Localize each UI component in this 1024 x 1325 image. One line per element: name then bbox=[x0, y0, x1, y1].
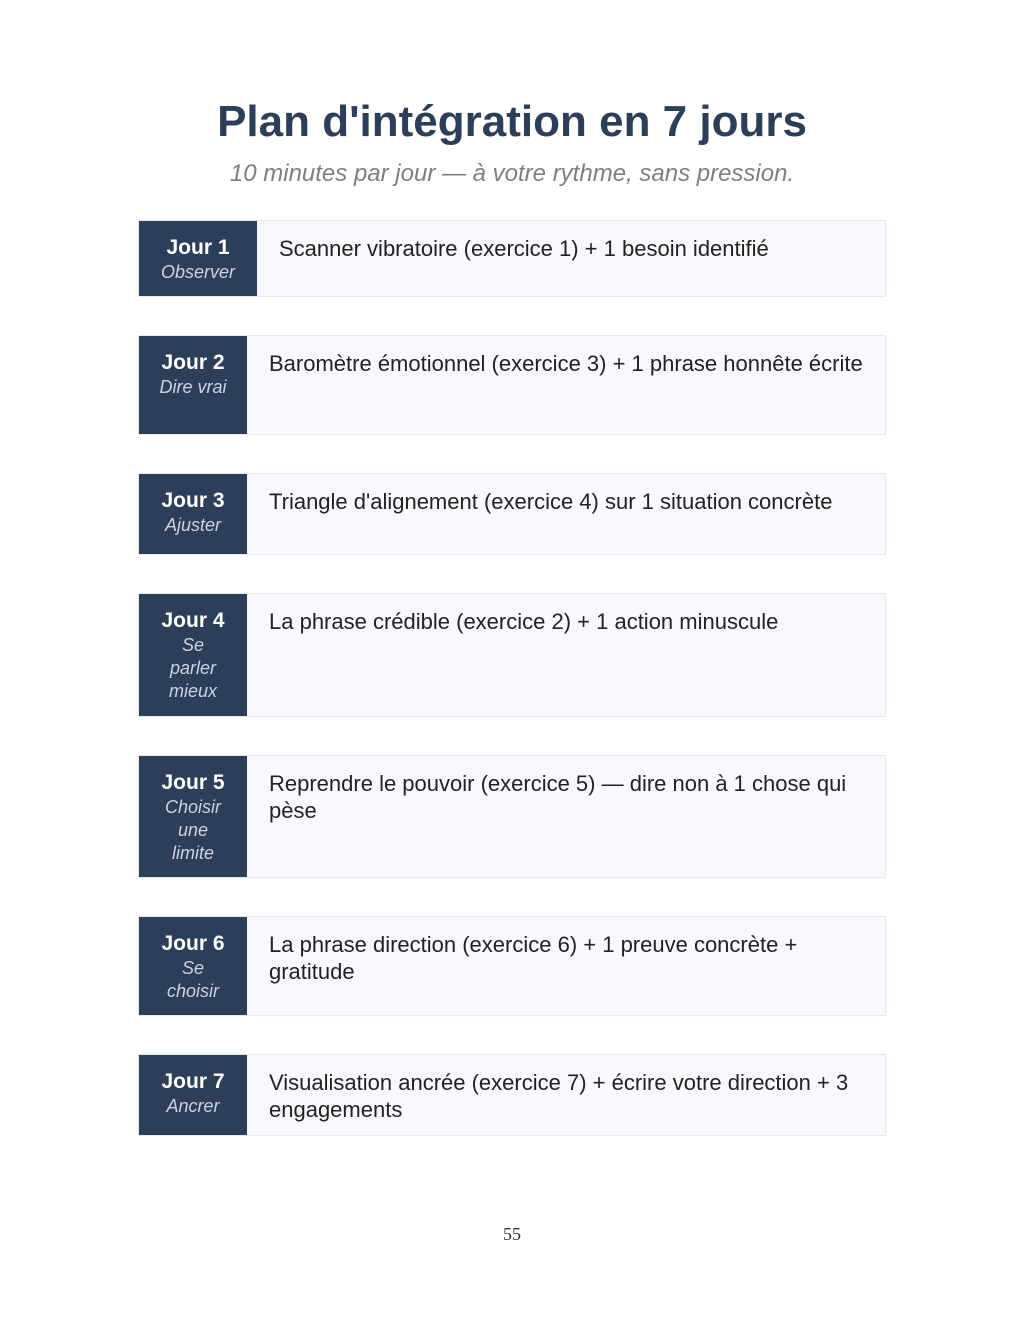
day-activity: La phrase direction (exercice 6) + 1 preuve concrète + gratitude bbox=[269, 932, 798, 984]
day-activity: Triangle d'alignement (exercice 4) sur 1 situation concrète bbox=[269, 489, 833, 514]
day-label-1 bbox=[139, 221, 257, 296]
day-label-7 bbox=[139, 1055, 247, 1135]
page-number: 55 bbox=[503, 1224, 521, 1244]
day-theme: Observer bbox=[160, 262, 236, 282]
day-number: Jour 7 bbox=[161, 1070, 225, 1093]
day-number: Jour 2 bbox=[161, 351, 225, 374]
day-theme: Ancrer bbox=[166, 1096, 220, 1116]
day-row-6 bbox=[138, 916, 886, 1016]
day-theme: Dire vrai bbox=[159, 377, 227, 397]
day-activity: Visualisation ancrée (exercice 7) + écrire votre direction + 3 engagements bbox=[269, 1070, 849, 1122]
day-activity: Baromètre émotionnel (exercice 3) + 1 phrase honnête écrite bbox=[269, 351, 863, 376]
page-title: Plan d'intégration en 7 jours bbox=[217, 97, 807, 146]
page-subtitle: 10 minutes par jour — à votre rythme, sans pression. bbox=[229, 160, 795, 187]
day-row-7 bbox=[138, 1054, 886, 1136]
day-activity: La phrase crédible (exercice 2) + 1 action minuscule bbox=[269, 609, 779, 634]
day-theme: Se parler mieux bbox=[168, 635, 217, 701]
day-label-5 bbox=[139, 756, 247, 877]
day-number: Jour 1 bbox=[166, 236, 230, 259]
day-theme: Se choisir bbox=[166, 958, 219, 1001]
day-number: Jour 6 bbox=[161, 932, 225, 955]
day-activity: Reprendre le pouvoir (exercice 5) — dire non à 1 chose qui pèse bbox=[269, 771, 847, 823]
day-row-3 bbox=[138, 473, 886, 555]
day-activity: Scanner vibratoire (exercice 1) + 1 besoin identifié bbox=[279, 236, 769, 261]
day-theme: Choisir une limite bbox=[164, 797, 221, 863]
day-label-2 bbox=[139, 336, 247, 434]
day-number: Jour 4 bbox=[161, 609, 225, 632]
day-label-3 bbox=[139, 474, 247, 554]
day-label-6 bbox=[139, 917, 247, 1015]
day-number: Jour 5 bbox=[161, 771, 225, 794]
day-row-4 bbox=[138, 593, 886, 717]
day-row-5 bbox=[138, 755, 886, 878]
day-row-1 bbox=[138, 220, 886, 297]
day-theme: Ajuster bbox=[164, 515, 222, 535]
day-row-2 bbox=[138, 335, 886, 435]
day-label-4 bbox=[139, 594, 247, 716]
day-number: Jour 3 bbox=[161, 489, 225, 512]
